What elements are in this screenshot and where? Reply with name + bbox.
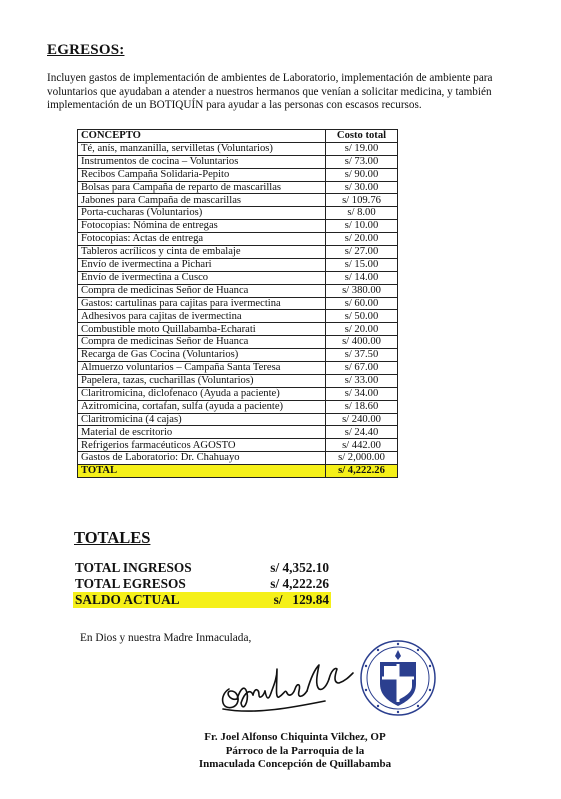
cost-cell: s/ 33.00 bbox=[326, 374, 398, 387]
table-row bbox=[78, 400, 398, 413]
concept-header: CONCEPTO bbox=[78, 130, 326, 143]
signature-icon bbox=[215, 655, 355, 722]
section-heading: EGRESOS: bbox=[47, 42, 125, 58]
table-header-row bbox=[78, 130, 398, 143]
concept-cell: Envío de ivermectina a Pichari bbox=[78, 258, 326, 271]
concept-cell: Compra de medicinas Señor de Huanca bbox=[78, 284, 326, 297]
table-row bbox=[78, 284, 398, 297]
cost-cell: s/ 90.00 bbox=[326, 168, 398, 181]
concept-cell: Gastos: cartulinas para cajitas para ivermectina bbox=[78, 297, 326, 310]
table-row bbox=[78, 233, 398, 246]
cost-cell: s/ 19.00 bbox=[326, 142, 398, 155]
cost-cell: s/ 380.00 bbox=[326, 284, 398, 297]
cost-cell: s/ 37.50 bbox=[326, 349, 398, 362]
concept-cell: Instrumentos de cocina – Voluntarios bbox=[78, 155, 326, 168]
cost-cell: s/ 50.00 bbox=[326, 310, 398, 323]
total-egresos-row bbox=[73, 576, 331, 592]
cost-cell: s/ 30.00 bbox=[326, 181, 398, 194]
cost-cell: s/ 18.60 bbox=[326, 400, 398, 413]
table-row bbox=[78, 323, 398, 336]
totals-title: TOTALES bbox=[74, 528, 151, 547]
concept-cell: Envío de ivermectina a Cusco bbox=[78, 271, 326, 284]
concept-cell: Gastos de Laboratorio: Dr. Chahuayo bbox=[78, 452, 326, 465]
cost-cell: s/ 14.00 bbox=[326, 271, 398, 284]
concept-cell: Azitromicina, cortafan, sulfa (ayuda a paciente) bbox=[78, 400, 326, 413]
concept-cell: Recarga de Gas Cocina (Voluntarios) bbox=[78, 349, 326, 362]
concept-cell: Compra de medicinas Señor de Huanca bbox=[78, 336, 326, 349]
cost-cell: s/ 24.40 bbox=[326, 426, 398, 439]
saldo-actual-value: s/ 129.84 bbox=[273, 592, 329, 607]
table-row bbox=[78, 439, 398, 452]
totals-block bbox=[73, 560, 331, 608]
concept-cell: Refrigerios farmacéuticos AGOSTO bbox=[78, 439, 326, 452]
table-row bbox=[78, 168, 398, 181]
total-egresos-label: TOTAL EGRESOS bbox=[75, 576, 186, 591]
total-label: TOTAL bbox=[78, 465, 326, 478]
signer-block bbox=[175, 731, 415, 772]
concept-cell: Té, anís, manzanilla, servilletas (Voluntarios) bbox=[78, 142, 326, 155]
cost-cell: s/ 240.00 bbox=[326, 413, 398, 426]
table-row bbox=[78, 271, 398, 284]
table-row bbox=[78, 362, 398, 375]
concept-cell: Adhesivos para cajitas de ivermectina bbox=[78, 310, 326, 323]
concept-cell: Almuerzo voluntarios – Campaña Santa Teresa bbox=[78, 362, 326, 375]
concept-cell: Claritromicina (4 cajas) bbox=[78, 413, 326, 426]
cost-cell: s/ 2,000.00 bbox=[326, 452, 398, 465]
table-row bbox=[78, 246, 398, 259]
table-row bbox=[78, 310, 398, 323]
table-row bbox=[78, 142, 398, 155]
cost-cell: s/ 15.00 bbox=[326, 258, 398, 271]
cost-cell: s/ 442.00 bbox=[326, 439, 398, 452]
concept-cell: Tableros acrílicos y cinta de embalaje bbox=[78, 246, 326, 259]
table-row bbox=[78, 349, 398, 362]
cost-cell: s/ 20.00 bbox=[326, 233, 398, 246]
concept-cell: Material de escritorio bbox=[78, 426, 326, 439]
total-ingresos-value: s/ 4,352.10 bbox=[270, 560, 329, 575]
table-row bbox=[78, 220, 398, 233]
signer-name: Fr. Joel Alfonso Chiquinta Vilchez, OP bbox=[204, 731, 386, 743]
concept-cell: Combustible moto Quillabamba-Echarati bbox=[78, 323, 326, 336]
closing-line: En Dios y nuestra Madre Inmaculada, bbox=[80, 632, 252, 644]
total-row bbox=[78, 465, 398, 478]
total-value: s/ 4,222.26 bbox=[326, 465, 398, 478]
table-row bbox=[78, 426, 398, 439]
table-row bbox=[78, 181, 398, 194]
concept-cell: Porta-cucharas (Voluntarios) bbox=[78, 207, 326, 220]
cost-header: Costo total bbox=[326, 130, 398, 143]
cost-cell: s/ 34.00 bbox=[326, 387, 398, 400]
seal-icon bbox=[358, 638, 438, 723]
cost-cell: s/ 109.76 bbox=[326, 194, 398, 207]
table-row bbox=[78, 194, 398, 207]
cost-cell: s/ 10.00 bbox=[326, 220, 398, 233]
concept-cell: Bolsas para Campaña de reparto de mascarillas bbox=[78, 181, 326, 194]
cost-cell: s/ 73.00 bbox=[326, 155, 398, 168]
table-row bbox=[78, 413, 398, 426]
saldo-actual-row bbox=[73, 592, 331, 608]
concept-cell: Fotocopias: Nómina de entregas bbox=[78, 220, 326, 233]
concept-cell: Jabones para Campaña de mascarillas bbox=[78, 194, 326, 207]
total-ingresos-label: TOTAL INGRESOS bbox=[75, 560, 192, 575]
signer-role: Párroco de la Parroquia de la bbox=[225, 744, 365, 757]
intro-paragraph: Incluyen gastos de implementación de ambientes de Laboratorio, implementación de ambiente para voluntarios que ayudaban a atender a nuestros hermanos que venían a solicitar medicina, y también implementación de un BOTIQUÍN para ayudar a las personas con escasos recursos. bbox=[47, 72, 493, 111]
cost-cell: s/ 67.00 bbox=[326, 362, 398, 375]
table-row bbox=[78, 258, 398, 271]
cost-cell: s/ 27.00 bbox=[326, 246, 398, 259]
concept-cell: Claritromicina, diclofenaco (Ayuda a paciente) bbox=[78, 387, 326, 400]
signer-parish: Inmaculada Concepción de Quillabamba bbox=[198, 758, 392, 770]
cost-cell: s/ 20.00 bbox=[326, 323, 398, 336]
table-row bbox=[78, 452, 398, 465]
cost-cell: s/ 8.00 bbox=[326, 207, 398, 220]
concept-cell: Fotocopias: Actas de entrega bbox=[78, 233, 326, 246]
concept-cell: Papelera, tazas, cucharillas (Voluntarios) bbox=[78, 374, 326, 387]
table-row bbox=[78, 297, 398, 310]
saldo-actual-label: SALDO ACTUAL bbox=[75, 592, 180, 607]
total-ingresos-row bbox=[73, 560, 331, 576]
table-row bbox=[78, 374, 398, 387]
expenses-table bbox=[77, 129, 398, 478]
total-egresos-value: s/ 4,222.26 bbox=[270, 576, 329, 591]
table-row bbox=[78, 387, 398, 400]
table-row bbox=[78, 336, 398, 349]
cost-cell: s/ 400.00 bbox=[326, 336, 398, 349]
cost-cell: s/ 60.00 bbox=[326, 297, 398, 310]
concept-cell: Recibos Campaña Solidaria-Pepito bbox=[78, 168, 326, 181]
table-row bbox=[78, 155, 398, 168]
table-row bbox=[78, 207, 398, 220]
